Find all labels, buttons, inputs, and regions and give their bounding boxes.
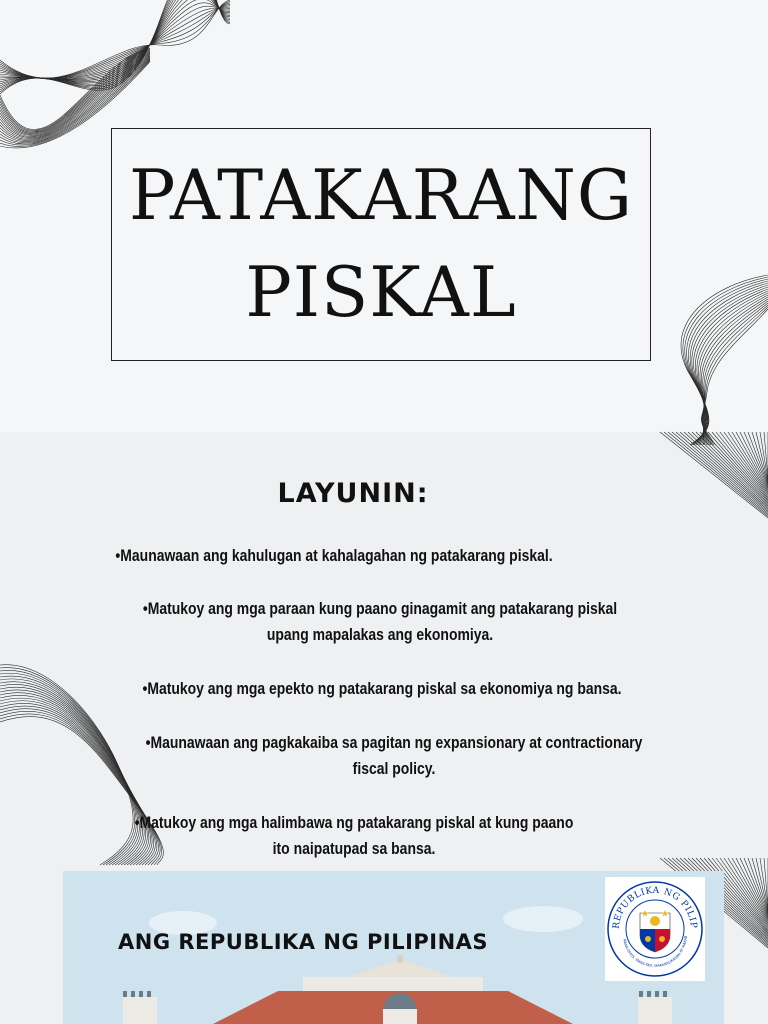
objective-line: •Matukoy ang mga paraan kung paano ginagamit ang patakarang piskal <box>142 599 618 618</box>
objective-line: fiscal policy. <box>352 759 436 778</box>
objectives-heading: LAYUNIN: <box>277 478 429 509</box>
objective-line: •Matukoy ang mga halimbawa ng patakarang piskal at kung paano <box>134 813 574 832</box>
seal-emblem-icon <box>605 877 705 981</box>
objective-item <box>27 543 640 569</box>
objective-line: •Maunawaan ang kahulugan at kahalagahan ng patakarang piskal. <box>115 546 553 565</box>
objective-item <box>74 730 714 782</box>
objective-line: upang mapalakas ang ekonomiya. <box>266 625 494 644</box>
seal-motto-text: MAKA-DIYOS, MAKA-TAO, MAKAKALIKASAN AT MAKAB <box>622 935 689 969</box>
objective-item <box>60 596 700 648</box>
wave-ornament-right <box>650 265 768 445</box>
objective-line: •Matukoy ang mga epekto ng patakarang piskal sa ekonomiya ng bansa. <box>142 679 622 698</box>
banner-title: ANG REPUBLIKA NG PILIPINAS <box>118 930 489 954</box>
title-line-2: PISKAL <box>245 252 517 333</box>
objective-line: •Maunawaan ang pagkakaiba sa pagitan ng expansionary at contractionary <box>145 733 643 752</box>
objective-item <box>66 676 697 702</box>
philippine-seal <box>605 877 705 981</box>
seal-ring-text: REPUBLIKA NG PILIP <box>611 885 699 930</box>
title-line-1: PATAKARANG <box>128 155 634 236</box>
objective-line: ito naipatupad sa bansa. <box>272 839 436 858</box>
objective-item <box>54 810 654 862</box>
title-box <box>111 128 651 361</box>
